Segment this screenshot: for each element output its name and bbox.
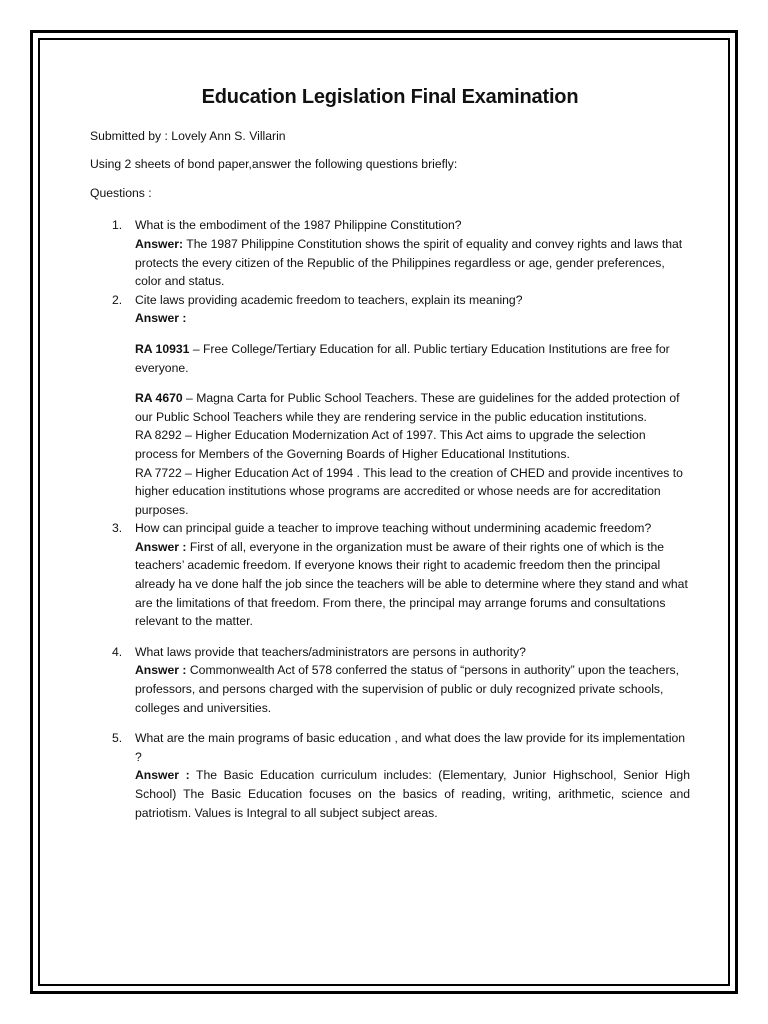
question-text: How can principal guide a teacher to improve teaching without undermining academic freedom?: [135, 521, 652, 536]
question-list: [90, 216, 690, 822]
answer-body: The 1987 Philippine Constitution shows the spirit of equality and convey rights and laws that protects the every citizen of the Republic of the Philippines regardless or age, gender preferences, color and status.: [135, 236, 683, 289]
answer-text: [135, 538, 690, 631]
law-text: – Free College/Tertiary Education for all. Public tertiary Education Institutions are free for everyone.: [135, 341, 670, 375]
law-entry: RA 8292 – Higher Education Modernization Act of 1997. This Act aims to upgrade the selection process for Members of the Governing Boards of Higher Educational Institutions.: [135, 428, 646, 461]
spacer: [90, 717, 690, 729]
law-code: RA 4670: [135, 391, 183, 406]
law-text: – Magna Carta for Public School Teachers. These are guidelines for the added protection of our Public School Teachers while they are rendering service in the public education institutions.: [135, 391, 680, 424]
answer-body: Commonwealth Act of 578 conferred the status of “persons in authority” upon the teachers, professors, and persons charged with the supervision of public or duly recognized private schools, colleges and universities.: [135, 663, 679, 715]
instructions: Using 2 sheets of bond paper,answer the following questions briefly:: [90, 157, 458, 172]
question-item-4: [90, 643, 690, 717]
document-title: Education Legislation Final Examination: [201, 86, 579, 108]
answer-label: Answer :: [135, 663, 187, 678]
submitted-by: Submitted by : Lovely Ann S. Villarin: [90, 128, 286, 143]
question-number: 2.: [112, 292, 123, 307]
question-text: What is the embodiment of the 1987 Philippine Constitution?: [135, 218, 462, 233]
answer-body: First of all, everyone in the organization must be aware of their rights one of which is the teachers’ academic freedom. If everyone knows their right to academic freedom then the principal already ha ve done half the job since the teachers will be able to determine where they stand and what are the limitations of that freedom. From there, the principal may arrange forums and consultations relevant to the matter.: [135, 539, 688, 629]
answer-label: Answer :: [135, 768, 190, 783]
law-entry: [135, 340, 690, 377]
answer-text: [135, 661, 690, 717]
question-number: 4.: [112, 644, 123, 659]
question-number: 3.: [112, 521, 123, 536]
spacer: [90, 631, 690, 643]
law-entry: [135, 389, 690, 426]
question-number: 5.: [112, 731, 123, 746]
question-number: 1.: [112, 218, 123, 233]
answer-text: [135, 235, 690, 291]
answer-text: [135, 766, 690, 822]
questions-label: Questions :: [90, 185, 152, 200]
answer-label: Answer :: [135, 539, 187, 554]
question-text: What laws provide that teachers/administrators are persons in authority?: [135, 644, 526, 659]
question-item-2: [90, 291, 690, 520]
answer-label: Answer:: [135, 236, 184, 251]
question-text: Cite laws providing academic freedom to teachers, explain its meaning?: [135, 292, 523, 307]
answer-label: Answer :: [135, 311, 187, 326]
law-code: RA 10931: [135, 341, 190, 356]
document-body: [90, 88, 690, 822]
question-item-3: [90, 519, 690, 631]
law-entry: RA 7722 – Higher Education Act of 1994 . This lead to the creation of CHED and provide incentives to higher education institutions whose programs are accredited or whose needs are for accreditation purposes.: [135, 465, 683, 517]
answer-body: The Basic Education curriculum includes: (Elementary, Junior Highschool, Senior High School) The Basic Education focuses on the basics of reading, writing, arithmetic, science and patriotism. Values is Integral to all subject subject areas.: [135, 768, 690, 820]
question-item-5: [90, 729, 690, 822]
question-text: What are the main programs of basic education , and what does the law provide for its implementation ?: [135, 731, 686, 764]
question-item-1: [90, 216, 690, 290]
